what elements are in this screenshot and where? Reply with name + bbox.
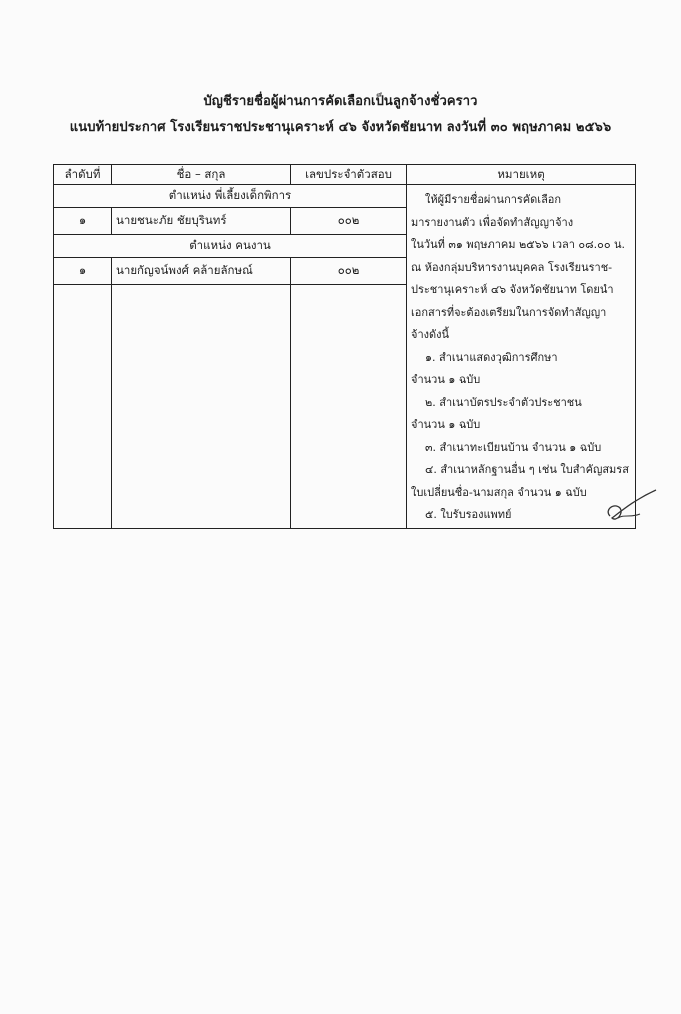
row-name: นายชนะภัย ชัยบุรินทร์ <box>112 208 291 235</box>
remark-line: ใบเปลี่ยนชื่อ-นามสกุล จำนวน ๑ ฉบับ <box>411 485 587 499</box>
remarks-cell <box>407 185 636 529</box>
header-name: ชื่อ – สกุล <box>112 165 291 185</box>
row-order: ๑ <box>54 258 112 285</box>
remark-line: จ้างดังนี้ <box>411 328 450 341</box>
empty-cell <box>291 285 407 529</box>
remark-line: ๕. ใบรับรองแพทย์ <box>425 508 512 521</box>
header-remarks: หมายเหตุ <box>407 165 636 185</box>
position-row <box>54 185 636 208</box>
remark-line: ๓. สำเนาทะเบียนบ้าน จำนวน ๑ ฉบับ <box>425 440 602 454</box>
document-subtitle: แนบท้ายประกาศ โรงเรียนราชประชานุเคราะห์ ๔๖ จังหวัดชัยนาท ลงวันที่ ๓๐ พฤษภาคม ๒๕๖๖ <box>69 120 612 135</box>
remark-line: จำนวน ๑ ฉบับ <box>411 418 481 431</box>
empty-cell <box>54 285 112 529</box>
remark-line: ๒. สำเนาบัตรประจำตัวประชาชน <box>425 395 582 409</box>
remark-line: เอกสารที่จะต้องเตรียมในการจัดทำสัญญา <box>411 305 607 319</box>
candidate-table <box>53 164 636 529</box>
signature-mark <box>600 488 660 528</box>
row-exam-id: ๐๐๒ <box>291 208 407 235</box>
remark-line: ประชานุเคราะห์ ๔๖ จังหวัดชัยนาท โดยนำ <box>411 283 614 296</box>
row-order: ๑ <box>54 208 112 235</box>
remark-line: มารายงานตัว เพื่อจัดทำสัญญาจ้าง <box>411 215 574 229</box>
remark-line: ๔. สำเนาหลักฐานอื่น ๆ เช่น ใบสำคัญสมรส <box>425 463 629 476</box>
row-name: นายกัญจน์พงศ์ คล้ายลักษณ์ <box>112 258 291 285</box>
header-order: ลำดับที่ <box>54 165 112 185</box>
position-label: ตำแหน่ง คนงาน <box>54 235 407 258</box>
table-header-row <box>54 165 636 185</box>
row-exam-id: ๐๐๒ <box>291 258 407 285</box>
position-label: ตำแหน่ง พี่เลี้ยงเด็กพิการ <box>54 185 407 208</box>
remark-line: ณ ห้องกลุ่มบริหารงานบุคคล โรงเรียนราช- <box>411 260 613 274</box>
remark-line: ให้ผู้มีรายชื่อผ่านการคัดเลือก <box>425 193 562 206</box>
remark-line: ในวันที่ ๓๑ พฤษภาคม ๒๕๖๖ เวลา ๐๘.๐๐ น. <box>411 238 626 251</box>
header-exam-id: เลขประจำตัวสอบ <box>291 165 407 185</box>
remark-line: จำนวน ๑ ฉบับ <box>411 373 481 386</box>
remark-line: ๑. สำเนาแสดงวุฒิการศึกษา <box>425 350 558 364</box>
document-title: บัญชีรายชื่อผู้ผ่านการคัดเลือกเป็นลูกจ้างชั่วคราว <box>203 94 478 109</box>
empty-cell <box>112 285 291 529</box>
